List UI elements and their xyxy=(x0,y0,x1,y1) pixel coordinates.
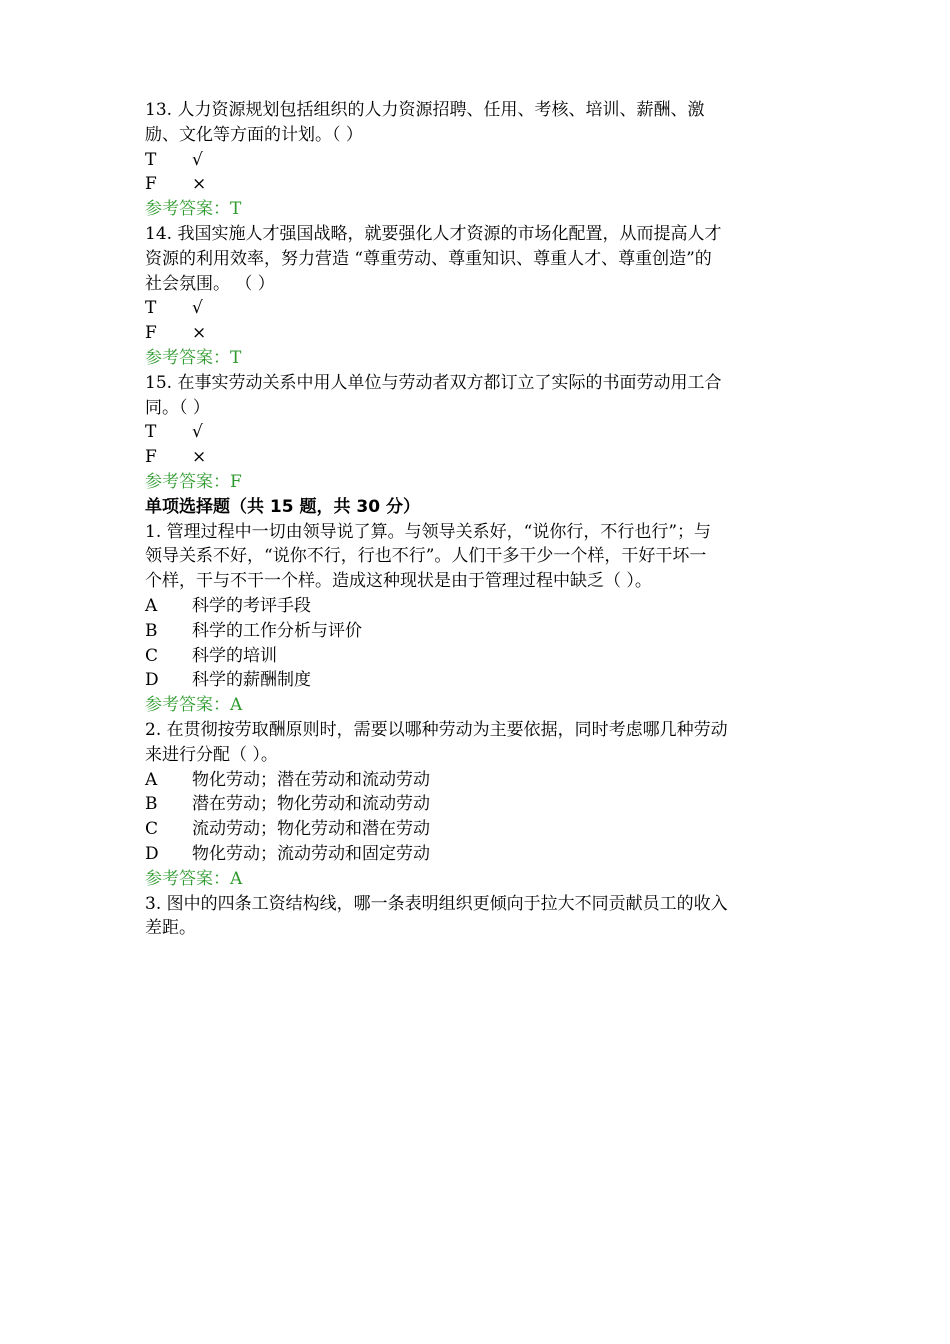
reference-answer: 参考答案：T xyxy=(145,199,242,220)
mc-question-1 xyxy=(145,520,810,718)
question-line: 2. 在贯彻按劳取酬原则时，需要以哪种劳动为主要依据，同时考虑哪几种劳动 xyxy=(145,719,728,740)
question-line: 3. 图中的四条工资结构线，哪一条表明组织更倾向于拉大不同贡献员工的收入 xyxy=(145,893,728,914)
question-line: 资源的利用效率，努力营造 “尊重劳动、尊重知识、尊重人才、尊重创造”的 xyxy=(145,248,712,269)
question-line: 励、文化等方面的计划。（ ） xyxy=(145,124,363,145)
option-c[interactable] xyxy=(145,817,810,842)
tf-question-13 xyxy=(145,98,810,222)
option-letter: A xyxy=(145,595,158,616)
reference-answer: 参考答案：F xyxy=(145,471,242,492)
option-f[interactable] xyxy=(145,321,810,346)
option-t[interactable] xyxy=(145,148,810,173)
check-mark-icon: √ xyxy=(192,298,203,319)
question-line: 领导关系不好，“说你不行，行也不行”。人们干多干少一个样，干好干坏一 xyxy=(145,546,707,567)
question-line: 个样，干与不干一个样。造成这种现状是由于管理过程中缺乏（ ）。 xyxy=(145,571,652,592)
option-letter: T xyxy=(145,422,157,443)
document-content xyxy=(145,98,810,941)
option-letter: F xyxy=(145,323,157,344)
option-text: 物化劳动；流动劳动和固定劳动 xyxy=(192,843,430,864)
option-d[interactable] xyxy=(145,842,810,867)
cross-mark-icon: × xyxy=(192,447,207,468)
option-letter: D xyxy=(145,670,159,691)
option-d[interactable] xyxy=(145,668,810,693)
question-line: 差距。 xyxy=(145,918,196,939)
cross-mark-icon: × xyxy=(192,174,207,195)
option-letter: F xyxy=(145,174,157,195)
option-letter: D xyxy=(145,843,159,864)
option-letter: F xyxy=(145,447,157,468)
option-t[interactable] xyxy=(145,420,810,445)
question-line: 15. 在事实劳动关系中用人单位与劳动者双方都订立了实际的书面劳动用工合 xyxy=(145,372,722,393)
mc-question-2 xyxy=(145,718,810,892)
question-line: 13. 人力资源规划包括组织的人力资源招聘、任用、考核、培训、薪酬、激 xyxy=(145,100,705,120)
option-f[interactable] xyxy=(145,445,810,470)
option-text: 科学的薪酬制度 xyxy=(192,670,311,691)
question-line: 来进行分配（ ）。 xyxy=(145,744,278,765)
question-line: 1. 管理过程中一切由领导说了算。与领导关系好，“说你行，不行也行”；与 xyxy=(145,521,712,542)
option-a[interactable] xyxy=(145,594,810,619)
mc-question-3 xyxy=(145,892,810,942)
option-t[interactable] xyxy=(145,296,810,321)
option-text: 科学的工作分析与评价 xyxy=(192,620,362,641)
question-line: 同。（ ） xyxy=(145,397,210,418)
reference-answer: 参考答案：A xyxy=(145,868,243,889)
option-letter: T xyxy=(145,298,157,319)
option-text: 科学的考评手段 xyxy=(192,595,311,616)
option-b[interactable] xyxy=(145,792,810,817)
option-a[interactable] xyxy=(145,768,810,793)
question-line: 14. 我国实施人才强国战略，就要强化人才资源的市场化配置，从而提高人才 xyxy=(145,223,722,244)
option-letter: C xyxy=(145,645,159,666)
tf-question-15 xyxy=(145,371,810,495)
tf-question-14 xyxy=(145,222,810,371)
option-text: 潜在劳动；物化劳动和流动劳动 xyxy=(192,794,430,815)
option-f[interactable] xyxy=(145,172,810,197)
option-letter: B xyxy=(145,794,158,815)
option-letter: C xyxy=(145,819,159,840)
option-letter: B xyxy=(145,620,158,641)
option-letter: T xyxy=(145,149,157,170)
check-mark-icon: √ xyxy=(192,422,203,443)
check-mark-icon: √ xyxy=(192,149,203,170)
option-b[interactable] xyxy=(145,619,810,644)
question-line: 社会氛围。 （ ） xyxy=(145,273,275,294)
option-text: 流动劳动；物化劳动和潜在劳动 xyxy=(192,819,430,840)
option-letter: A xyxy=(145,769,158,790)
section-title: 单项选择题（共 15 题，共 30 分） xyxy=(145,496,420,517)
option-text: 物化劳动；潜在劳动和流动劳动 xyxy=(192,769,430,790)
reference-answer: 参考答案：T xyxy=(145,347,242,368)
cross-mark-icon: × xyxy=(192,323,207,344)
option-text: 科学的培训 xyxy=(192,645,277,666)
reference-answer: 参考答案：A xyxy=(145,695,243,716)
option-c[interactable] xyxy=(145,644,810,669)
